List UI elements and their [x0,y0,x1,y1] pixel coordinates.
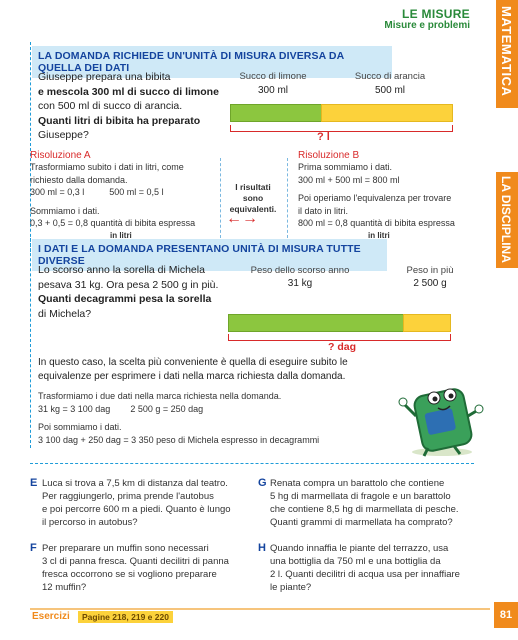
step-line: Poi sommiamo i dati. [38,422,122,432]
brace-total-2 [228,334,451,341]
side-tab-matematica [496,0,518,108]
exercise-g [258,477,473,529]
section1-problem [38,70,238,143]
calculator-mascot-illustration [398,380,484,460]
solution-a-line: 300 ml = 0,3 l 500 ml = 0,5 l [30,187,164,197]
solution-a-line: Sommiamo i dati. [30,205,100,216]
exercise-line: 3 cl di panna fresca. Quanti decilitri di panna [42,556,229,567]
bar-more [403,314,451,332]
exercise-line: Luca si trova a 7,5 km di distanza dal teatro. [42,478,228,489]
footer-line [30,608,490,610]
label-more: Peso in più [406,265,454,276]
problem-line: con 500 ml di succo di arancia. [38,100,183,112]
value-last-year: 31 kg [287,278,313,289]
solution-b-line: Prima sommiamo i dati. [298,162,393,172]
footer-pages-link[interactable]: Pagine 218, 219 e 220 [78,611,173,623]
solution-b-line: 800 ml = 0,8 quantità di bibita espressa [298,218,455,228]
solution-a-line: richiesto dalla domanda. [30,174,128,185]
middle-note: I risultati sono equivalenti. [229,182,277,214]
section2-left-border [30,238,31,448]
exercise-letter: F [30,542,37,554]
exercise-letter: G [258,477,267,489]
exercise-line: il percorso in autobus? [42,517,138,528]
value-orange: 500 ml [374,85,405,96]
bar-lemon [230,104,322,122]
exercise-line: Per raggiungerlo, prima prende l'autobus [42,491,214,502]
section1-title: LA DOMANDA RICHIEDE UN'UNITÀ DI MISURA DIVERSA DA QUELLA DEI DATI [32,46,392,78]
header-title: LE MISURE [401,7,470,21]
footer-exercises-label: Esercizi [32,611,70,622]
solution-a-line: in litri [110,230,132,240]
problem-line: pesava 31 kg. Ora pesa 2 500 g in più. [38,278,219,291]
exercise-line: Per preparare un muffin sono necessari [42,543,209,554]
exercise-line: una bottiglia da 750 ml e una bottiglia da [270,556,441,567]
exercise-letter: E [30,477,38,489]
step-line: 3 100 dag + 250 dag = 3 350 peso di Michela espresso in decagrammi [38,434,320,445]
problem-line: di Michela? [38,307,92,320]
side-tab-disciplina [496,172,518,268]
exercise-e [30,477,240,529]
exercise-line: le piante? [270,582,312,593]
step-line: 31 kg = 3 100 dag 2 500 g = 250 dag [38,403,204,414]
label-last-year: Peso dello scorso anno [250,265,350,276]
arrow-left-right-icon: ←→ [226,210,258,227]
problem-line: Quanti litri di bibita ha preparato [38,114,201,127]
exercise-line: 12 muffin? [42,582,87,593]
exercise-line: che contiene 8,5 hg di marmellata di pesche. [270,504,459,515]
exercises-separator [30,463,474,464]
exercise-line: 2 l. Quanti decilitri di acqua usa per innaffiare [270,569,460,580]
side-tab-matematica-label: MATEMATICA [499,6,514,97]
bar-orange [321,104,453,122]
label-orange: Succo di arancia [354,71,426,82]
solution-b-line: in litri [368,230,390,240]
solution-a [30,150,215,242]
side-tab-disciplina-label: LA DISCIPLINA [499,176,513,263]
exercise-line: 5 hg di marmellata di fragole e un barattolo [270,491,451,502]
explanation-line: In questo caso, la scelta più conveniente è quella di eseguire subito le [38,357,348,368]
header-subtitle: Misure e problemi [384,20,470,31]
solution-a-title: Risoluzione A [30,150,91,161]
label-lemon: Succo di limone [239,71,307,82]
divider-right [287,158,288,238]
section2-steps [38,390,368,446]
question-liters: ? l [317,131,330,143]
problem-line: Lo scorso anno la sorella di Michela [38,264,205,276]
problem-line: Giuseppe? [38,129,89,141]
page-number: 81 [494,602,518,628]
section2-title: I DATI E LA DOMANDA PRESENTANO UNITÀ DI MISURA TUTTE DIVERSE [32,239,387,271]
question-dag: ? dag [328,341,356,353]
solution-b-line: il dato in litri. [298,205,349,216]
exercise-line: Quando innaffia le piante del terrazzo, usa [270,543,449,554]
exercise-letter: H [258,542,266,554]
solution-b-line: 300 ml + 500 ml = 800 ml [298,174,400,185]
problem-line: Quanti decagrammi pesa la sorella [38,293,212,305]
solution-a-line: Trasformiamo subito i dati in litri, come [30,162,184,172]
step-line: Trasformiamo i due dati nella marca richiesta nella domanda. [38,391,282,401]
exercise-f [30,542,240,594]
section2-explanation [38,356,438,384]
exercise-line: Renata compra un barattolo che contiene [270,478,445,489]
exercise-line: fresca occorrono se si vogliono preparare [42,569,217,580]
solution-b-title: Risoluzione B [298,150,360,161]
value-more: 2 500 g [413,278,447,289]
solution-b-line: Poi operiamo l'equivalenza per trovare [298,193,452,203]
bar-last-year [228,314,404,332]
exercise-line: Quanti grammi di marmellata ha comprato? [270,517,453,528]
solution-a-line: 0,3 + 0,5 = 0,8 quantità di bibita espressa [30,218,196,228]
value-lemon: 300 ml [257,85,288,96]
problem-line: Giuseppe prepara una bibita [38,71,171,83]
exercise-line: e poi percorre 600 m a piedi. Quanto è lungo [42,504,231,515]
section2-problem [38,263,228,321]
solution-b [298,150,473,242]
explanation-line: equivalenze per esprimere i dati nella marca richiesta dalla domanda. [38,371,346,382]
divider-left [220,158,221,238]
problem-line: e mescola 300 ml di succo di limone [38,85,219,98]
exercise-h [258,542,473,594]
brace-total [230,125,453,132]
